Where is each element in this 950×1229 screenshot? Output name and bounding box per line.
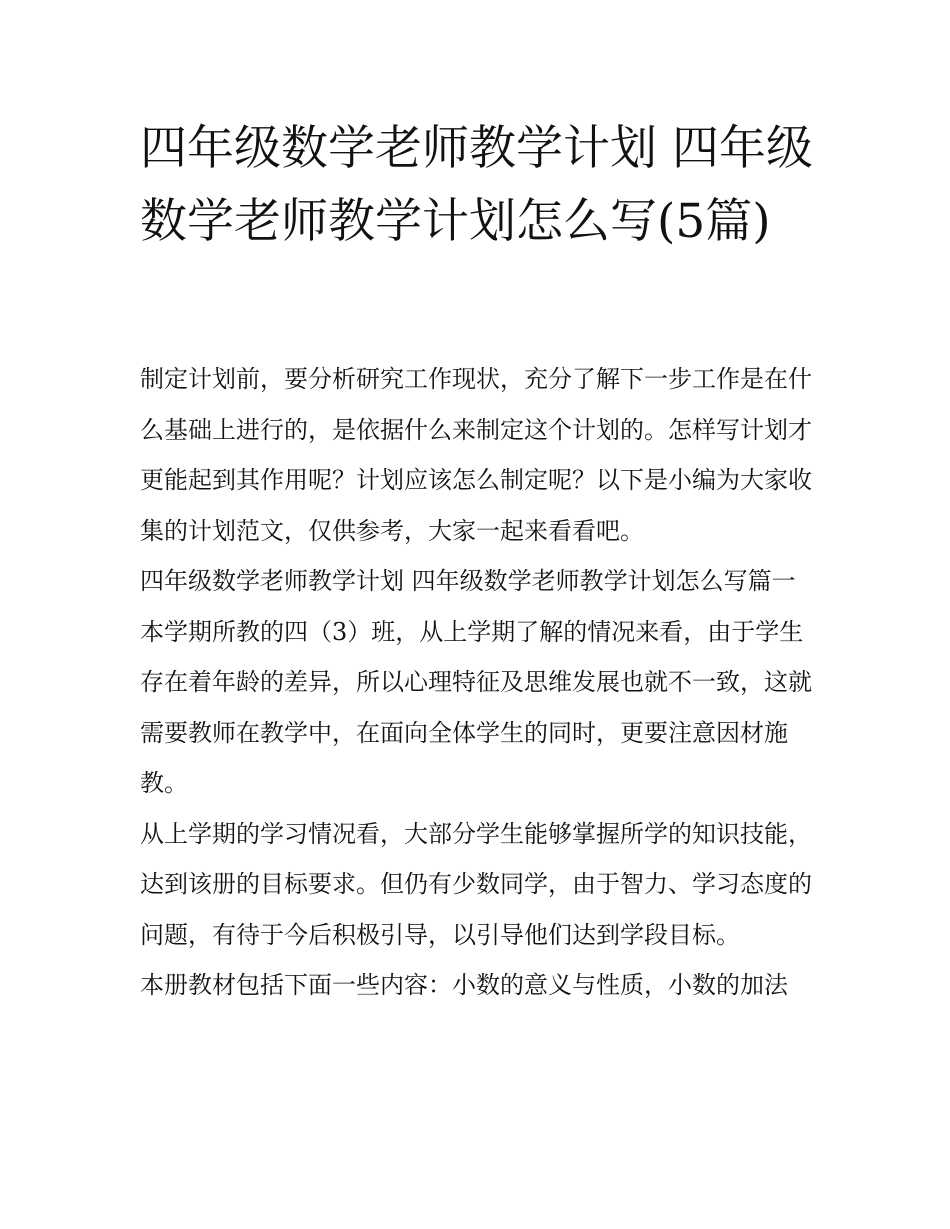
paragraph-learning-situation: 从上学期的学习情况看，大部分学生能够掌握所学的知识技能，达到该册的目标要求。但仍有少数同学，由于智力、学习态度的问题，有待于今后积极引导，以引导他们达到学段目标。 — [140, 819, 812, 949]
paragraph-intro: 制定计划前，要分析研究工作现状，充分了解下一步工作是在什么基础上进行的，是依据什么来制定这个计划的。怎样写计划才更能起到其作用呢？计划应该怎么制定呢？以下是小编为大家收集的计划范文，仅供参考，大家一起来看看吧。 — [140, 365, 812, 545]
document-title: 四年级数学老师教学计划 四年级数学老师教学计划怎么写(5篇) — [140, 121, 813, 249]
section-heading: 四年级数学老师教学计划 四年级数学老师教学计划怎么写篇一 — [140, 567, 796, 595]
paragraph-class-situation: 本学期所教的四（3）班，从上学期了解的情况来看，由于学生存在着年龄的差异，所以心理特征及思维发展也就不一致，这就需要教师在教学中，在面向全体学生的同时，更要注意因材施教。 — [140, 617, 812, 797]
document-body — [140, 354, 816, 1011]
paragraph-textbook-content: 本册教材包括下面一些内容：小数的意义与性质，小数的加法 — [140, 971, 788, 999]
